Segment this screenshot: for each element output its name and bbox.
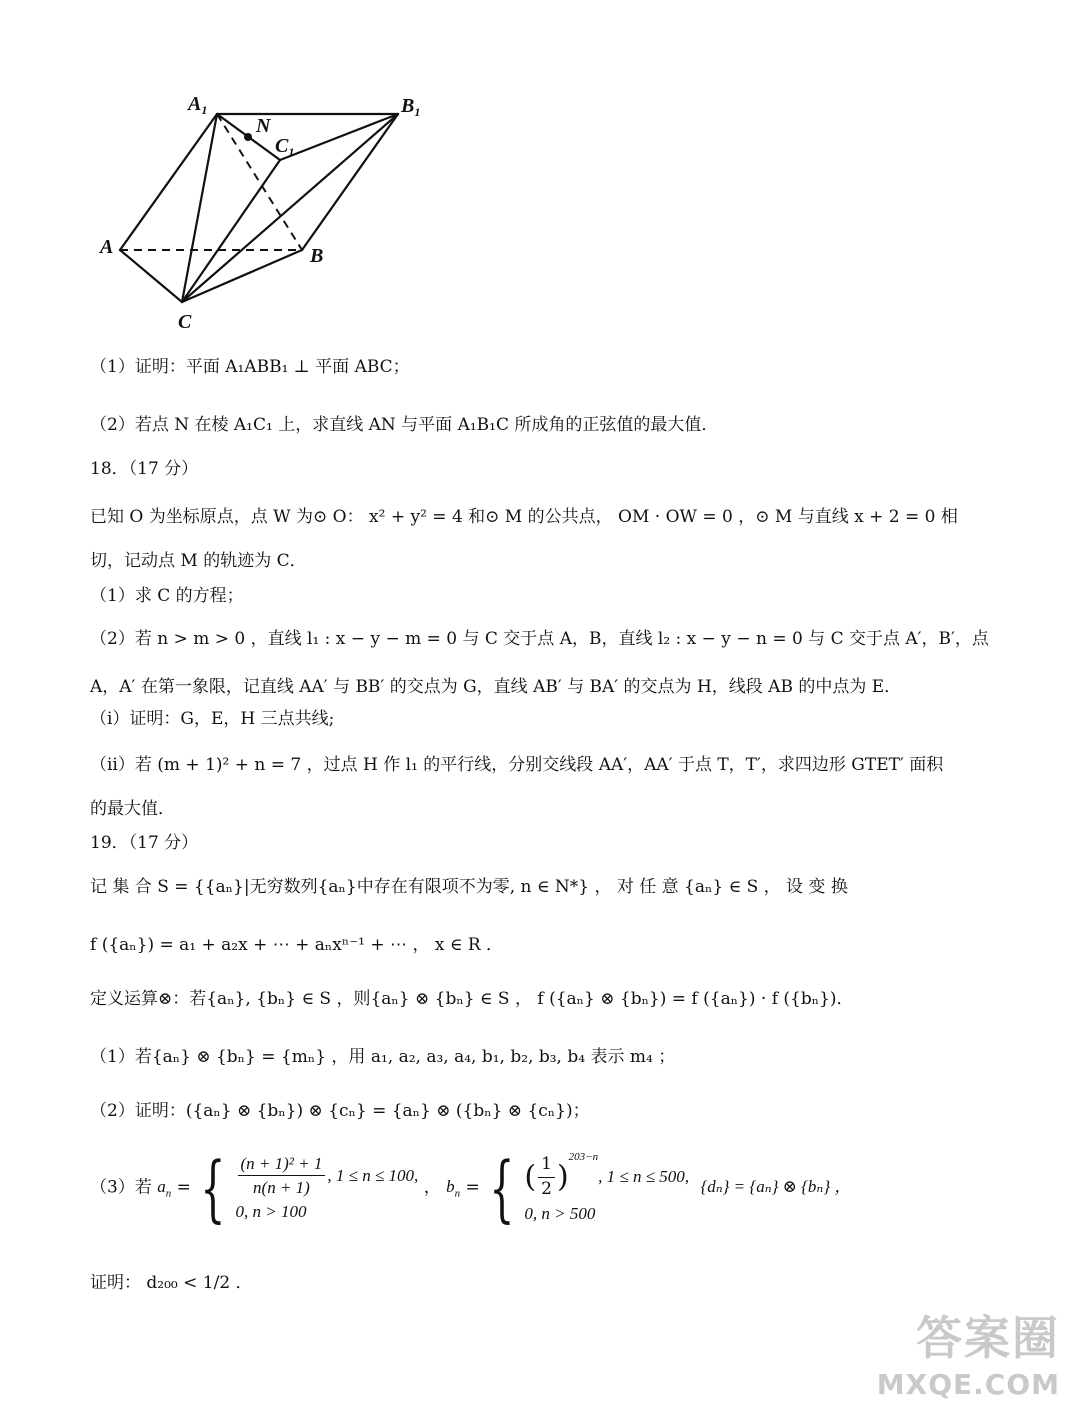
- q19-part3-lead: （3）若: [90, 1177, 152, 1198]
- a-case1-numerator: (n + 1)² + 1: [238, 1152, 326, 1177]
- left-brace-a: {: [200, 1145, 226, 1230]
- q18-part2-ii-line2: 的最大值．: [90, 799, 175, 819]
- edge-B1-C: [182, 114, 398, 302]
- q19-part1: （1）若{aₙ} ⊗ {bₙ} = {mₙ} ，用 a₁, a₂, a₃, a₄, b₁, b₂, b₃, b₄ 表示 m₄ ；: [90, 1047, 676, 1067]
- a-case1-denominator: n(n + 1): [253, 1178, 310, 1198]
- q18-stem-line1: 已知 O 为坐标原点，点 W 为⊙ O： x² + y² = 4 和⊙ M 的公共点， OM · OW = 0 ，⊙ M 与直线 x + 2 = 0 相: [90, 507, 958, 527]
- label-B1: $B_1$: [401, 95, 421, 119]
- watermark-top: 答案圈: [916, 1311, 1060, 1365]
- prism-figure: [90, 90, 450, 340]
- label-C1: $C_1$: [275, 135, 295, 159]
- q18-stem-line2: 切，记动点 M 的轨迹为 C．: [90, 551, 307, 571]
- edge-A-C: [120, 250, 182, 302]
- edge-B1-B: [302, 114, 398, 250]
- a-case2: 0, n > 100: [235, 1202, 307, 1222]
- q18-part2-ii-line1: （ii）若 (m + 1)² + n = 7 ，过点 H 作 l₁ 的平行线，分别交线段 AA′，AA′ 于点 T，T′，求四边形 GTET′ 面积: [90, 755, 944, 775]
- q17-part1: （1）证明：平面 A₁ABB₁ ⊥ 平面 ABC；: [90, 357, 410, 377]
- watermark: [877, 1302, 1060, 1401]
- label-C: C: [178, 311, 192, 333]
- q19-part3: （3）若 $a_n$ = { $\frac{\text{(n + 1)² + 1}}{n(n + 1)}$ , 1 ≤ n ≤ 100, 0, n > 100 ， $b_n$ = { ( $\frac{1}{2}$ )$^{203-n}$, 1 ≤ n ≤ 500, 0, n > 500 {dₙ} = {aₙ} ⊗ {bₙ} ，: [90, 1145, 852, 1230]
- label-B: B: [310, 245, 324, 267]
- q19-stem-line2: f ({aₙ}) = a₁ + a₂x + ⋯ + aₙxⁿ⁻¹ + ⋯ ， x ∈ R ．: [90, 935, 504, 955]
- d-definition: {dₙ} = {aₙ} ⊗ {bₙ} ，: [700, 1177, 852, 1197]
- edge-A1-A: [120, 114, 217, 250]
- q19-heading: 19．（17 分）: [90, 833, 199, 853]
- b-case2: 0, n > 500: [524, 1203, 596, 1223]
- label-N: N: [256, 115, 271, 137]
- label-A: A: [100, 236, 114, 258]
- q19-part2: （2）证明：({aₙ} ⊗ {bₙ}) ⊗ {cₙ} = {aₙ} ⊗ ({bₙ} ⊗ {cₙ})；: [90, 1101, 590, 1121]
- q17-part2: （2）若点 N 在棱 A₁C₁ 上，求直线 AN 与平面 A₁B₁C 所成角的正弦值的最大值．: [90, 415, 719, 435]
- q19-definition: 定义运算⊗：若{aₙ}, {bₙ} ∈ S ，则{aₙ} ⊗ {bₙ} ∈ S ， f ({aₙ} ⊗ {bₙ}) = f ({aₙ}) · f ({bₙ})．: [90, 989, 854, 1009]
- q18-heading: 18．（17 分）: [90, 459, 199, 479]
- q18-part1: （1）求 C 的方程；: [90, 586, 244, 606]
- watermark-bottom: MXQE.COM: [876, 1368, 1060, 1401]
- point-N: [244, 133, 252, 141]
- a-case1-condition: , 1 ≤ n ≤ 100,: [327, 1165, 419, 1185]
- q19-stem-line1: 记 集 合 S = {{aₙ}|无穷数列{aₙ}中存在有限项不为零, n ∈ N*} ， 对 任 意 {aₙ} ∈ S ， 设 变 换: [90, 877, 848, 897]
- b-cases: ( $\frac{1}{2}$ )$^{203-n}$, 1 ≤ n ≤ 500, 0, n > 500: [524, 1150, 689, 1226]
- b-case1-exponent: 203−n: [568, 1151, 599, 1163]
- label-A1: $A_1$: [188, 93, 208, 117]
- a-cases: [236, 1152, 419, 1224]
- q18-part2-line2: A，A′ 在第一象限，记直线 AA′ 与 BB′ 的交点为 G，直线 AB′ 与 BA′ 的交点为 H，线段 AB 的中点为 E．: [90, 677, 902, 697]
- b-case1-condition: , 1 ≤ n ≤ 500,: [598, 1167, 690, 1186]
- left-brace-b: {: [489, 1145, 515, 1230]
- edge-C1-B1: [280, 114, 398, 160]
- q18-part2-i: （i）证明：G，E，H 三点共线;: [90, 709, 335, 729]
- q18-part2-line1: （2）若 n > m > 0 ，直线 l₁ : x − y − m = 0 与 C 交于点 A，B，直线 l₂ : x − y − n = 0 与 C 交于点 A′，B′，点: [90, 629, 989, 649]
- q19-prove: 证明： d₂₀₀ < 1/2 ．: [90, 1273, 253, 1293]
- edge-A1-C: [182, 114, 217, 302]
